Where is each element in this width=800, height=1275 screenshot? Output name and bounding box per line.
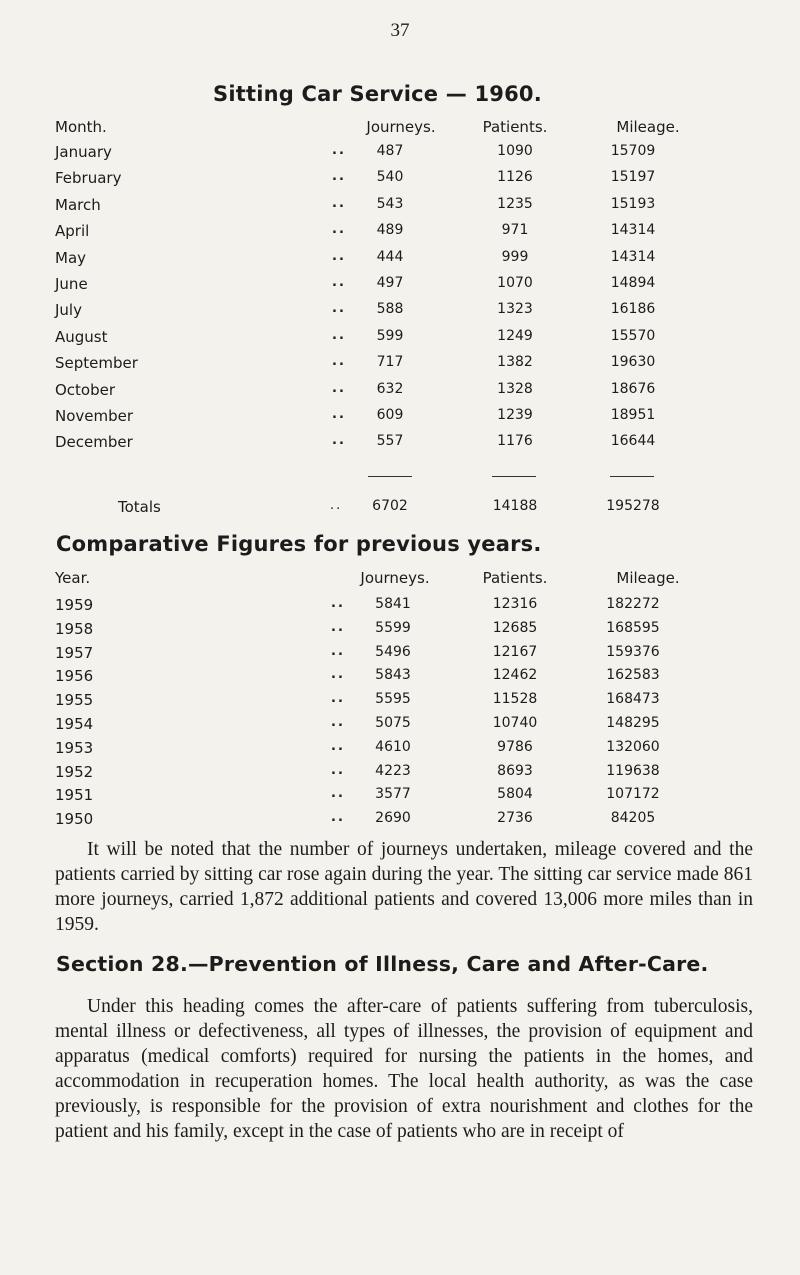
- col-patients-header-2: Patients.: [482, 569, 548, 587]
- row-mileage: 119638: [606, 762, 660, 779]
- row-journeys: 5841: [375, 596, 411, 612]
- row-mileage: 14314: [610, 222, 656, 239]
- row-mileage: 15197: [610, 169, 656, 186]
- leader-dots: ..: [332, 248, 346, 264]
- table-row: [0, 196, 800, 216]
- table-row: [0, 691, 800, 711]
- row-mileage: 18951: [610, 407, 656, 423]
- table-row: [0, 143, 800, 163]
- table-row: [0, 810, 800, 830]
- row-patients: 12316: [492, 596, 538, 612]
- col-patients-header: Patients.: [482, 118, 548, 136]
- row-patients: 2736: [497, 810, 533, 827]
- row-patients: 1382: [497, 354, 533, 371]
- row-journeys: 717: [376, 354, 404, 371]
- row-journeys: 5075: [375, 715, 411, 731]
- row-label: 1953: [55, 738, 94, 757]
- sitting-car-totals-row: [0, 498, 800, 518]
- row-journeys: 5599: [375, 619, 411, 636]
- col-month-header: Month.: [55, 118, 107, 136]
- row-journeys: 3577: [375, 786, 411, 803]
- totals-journeys: 6702: [372, 498, 408, 514]
- row-patients: 1239: [497, 407, 533, 423]
- row-label: December: [55, 433, 133, 452]
- col-year-header: Year.: [55, 569, 91, 587]
- row-mileage: 168595: [606, 619, 660, 636]
- row-patients: 12167: [492, 643, 538, 660]
- row-label: September: [55, 354, 138, 373]
- col-journeys-header: Journeys.: [366, 118, 436, 136]
- table-row: [0, 644, 800, 664]
- row-mileage: 15709: [610, 143, 656, 159]
- row-journeys: 632: [376, 380, 404, 397]
- journeys-total-rule: [368, 476, 412, 477]
- row-label: 1958: [55, 619, 94, 638]
- row-mileage: 16186: [610, 301, 656, 318]
- table-row: [0, 275, 800, 295]
- table-row: [0, 222, 800, 242]
- row-label: October: [55, 380, 116, 399]
- row-label: 1951: [55, 786, 94, 805]
- leader-dots: ..: [332, 275, 346, 290]
- row-mileage: 132060: [606, 738, 660, 755]
- row-label: 1952: [55, 762, 94, 781]
- row-journeys: 4610: [375, 738, 411, 755]
- leader-dots: ..: [332, 143, 346, 158]
- row-journeys: 487: [376, 143, 404, 159]
- section28-text: Under this heading comes the after-care of patients suffering from tuberculosis, mental illness or defectiveness, all types of illnesses, the provision of equipment and apparatus (medical comforts) required for nursing the patients in the homes, and accommodation in recuperation homes. The local health authority, as was the case previously, is responsible for the provision of extra nourishment and clothes for the patient and his family, except in the case of patients who are in receipt of: [55, 996, 753, 1142]
- summary-paragraph: [55, 837, 753, 937]
- leader-dots: ..: [332, 327, 346, 343]
- row-journeys: 5843: [375, 667, 411, 684]
- totals-mileage: 195278: [606, 498, 660, 514]
- leader-dots: ..: [331, 619, 345, 635]
- leader-dots: ..: [332, 222, 346, 238]
- row-journeys: 2690: [375, 810, 411, 827]
- row-patients: 971: [501, 222, 529, 239]
- comparative-header-row: [0, 569, 800, 589]
- leader-dots: ..: [331, 667, 345, 683]
- row-label: April: [55, 222, 90, 241]
- row-patients: 1070: [497, 275, 533, 291]
- leader-dots: ..: [331, 715, 345, 730]
- row-mileage: 84205: [610, 810, 656, 827]
- table-row: [0, 667, 800, 687]
- row-patients: 1090: [497, 143, 533, 159]
- leader-dots: ..: [331, 738, 345, 754]
- table-row: [0, 620, 800, 640]
- row-label: February: [55, 169, 122, 188]
- row-patients: 1323: [497, 301, 533, 318]
- row-mileage: 148295: [606, 715, 660, 731]
- table-row: [0, 715, 800, 735]
- leader-dots: ..: [331, 810, 345, 826]
- table-row: [0, 381, 800, 401]
- leader-dots: ..: [332, 195, 346, 211]
- table-row: [0, 407, 800, 427]
- leader-dots: ..: [332, 169, 346, 185]
- sitting-car-title: Sitting Car Service — 1960.: [213, 82, 542, 106]
- patients-total-rule: [492, 476, 536, 477]
- row-patients: 11528: [492, 691, 538, 708]
- row-patients: 1235: [497, 195, 533, 212]
- col-journeys-header-2: Journeys.: [360, 569, 430, 587]
- leader-dots: ..: [331, 691, 345, 707]
- col-mileage-header: Mileage.: [616, 118, 680, 136]
- leader-dots: ..: [332, 301, 346, 317]
- section28-paragraph: [55, 994, 753, 1144]
- row-journeys: 5595: [375, 691, 411, 708]
- comparative-title: Comparative Figures for previous years.: [56, 532, 542, 556]
- section28-title: Section 28.—Prevention of Illness, Care and After-Care.: [56, 952, 709, 976]
- sitting-car-header-row: [0, 118, 800, 138]
- table-row: [0, 739, 800, 759]
- row-label: January: [55, 143, 112, 161]
- row-patients: 5804: [497, 786, 533, 803]
- row-patients: 1126: [497, 169, 533, 186]
- table-row: [0, 169, 800, 189]
- mileage-total-rule: [610, 476, 654, 477]
- col-mileage-header-2: Mileage.: [616, 569, 680, 587]
- leader-dots: ..: [332, 407, 346, 422]
- leader-dots: ..: [331, 762, 345, 778]
- table-row: [0, 328, 800, 348]
- leader-dots: ..: [331, 596, 345, 611]
- totals-dots: ..: [330, 498, 343, 513]
- row-patients: 12462: [492, 667, 538, 684]
- table-row: [0, 354, 800, 374]
- leader-dots: ..: [331, 786, 345, 802]
- row-label: June: [55, 275, 88, 293]
- row-journeys: 588: [376, 301, 404, 318]
- row-patients: 10740: [492, 715, 538, 731]
- leader-dots: ..: [332, 354, 346, 370]
- row-patients: 999: [501, 248, 529, 265]
- row-mileage: 168473: [606, 691, 660, 708]
- row-patients: 1249: [497, 327, 533, 344]
- row-journeys: 497: [376, 275, 404, 291]
- row-mileage: 15193: [610, 195, 656, 212]
- row-mileage: 182272: [606, 596, 660, 612]
- row-mileage: 15570: [610, 327, 656, 344]
- row-label: March: [55, 195, 101, 214]
- row-patients: 1328: [497, 380, 533, 397]
- table-row: [0, 433, 800, 453]
- row-label: 1957: [55, 643, 94, 662]
- leader-dots: ..: [332, 433, 346, 449]
- row-mileage: 18676: [610, 380, 656, 397]
- row-journeys: 557: [376, 433, 404, 450]
- row-label: July: [55, 301, 82, 320]
- page-number: 37: [390, 20, 410, 41]
- row-journeys: 5496: [375, 643, 411, 660]
- row-mileage: 19630: [610, 354, 656, 371]
- row-journeys: 543: [376, 195, 404, 212]
- row-journeys: 444: [376, 248, 404, 265]
- row-label: 1954: [55, 715, 94, 733]
- row-patients: 1176: [497, 433, 533, 450]
- row-journeys: 599: [376, 327, 404, 344]
- row-label: 1959: [55, 596, 94, 614]
- row-journeys: 609: [376, 407, 404, 423]
- row-label: May: [55, 248, 87, 267]
- row-label: 1950: [55, 810, 94, 829]
- row-label: 1956: [55, 667, 94, 686]
- row-journeys: 489: [376, 222, 404, 239]
- row-patients: 8693: [497, 762, 533, 779]
- totals-label: Totals: [118, 498, 161, 516]
- row-label: November: [55, 407, 134, 425]
- row-label: August: [55, 327, 108, 346]
- table-row: [0, 763, 800, 783]
- leader-dots: ..: [332, 380, 346, 396]
- row-journeys: 540: [376, 169, 404, 186]
- row-mileage: 14314: [610, 248, 656, 265]
- row-mileage: 107172: [606, 786, 660, 803]
- row-mileage: 159376: [606, 643, 660, 660]
- summary-text: It will be noted that the number of journeys undertaken, mileage covered and the patients carried by sitting car rose again during the year. The sitting car service made 861 more journeys, carried 1,872 additional patients and covered 13,006 more miles than in 1959.: [55, 839, 753, 935]
- row-mileage: 14894: [610, 275, 656, 291]
- table-row: [0, 249, 800, 269]
- totals-patients: 14188: [492, 498, 538, 514]
- table-row: [0, 596, 800, 616]
- table-row: [0, 301, 800, 321]
- row-patients: 9786: [497, 738, 533, 755]
- row-journeys: 4223: [375, 762, 411, 779]
- row-mileage: 162583: [606, 667, 660, 684]
- leader-dots: ..: [331, 643, 345, 659]
- table-row: [0, 786, 800, 806]
- row-label: 1955: [55, 691, 94, 710]
- row-patients: 12685: [492, 619, 538, 636]
- row-mileage: 16644: [610, 433, 656, 450]
